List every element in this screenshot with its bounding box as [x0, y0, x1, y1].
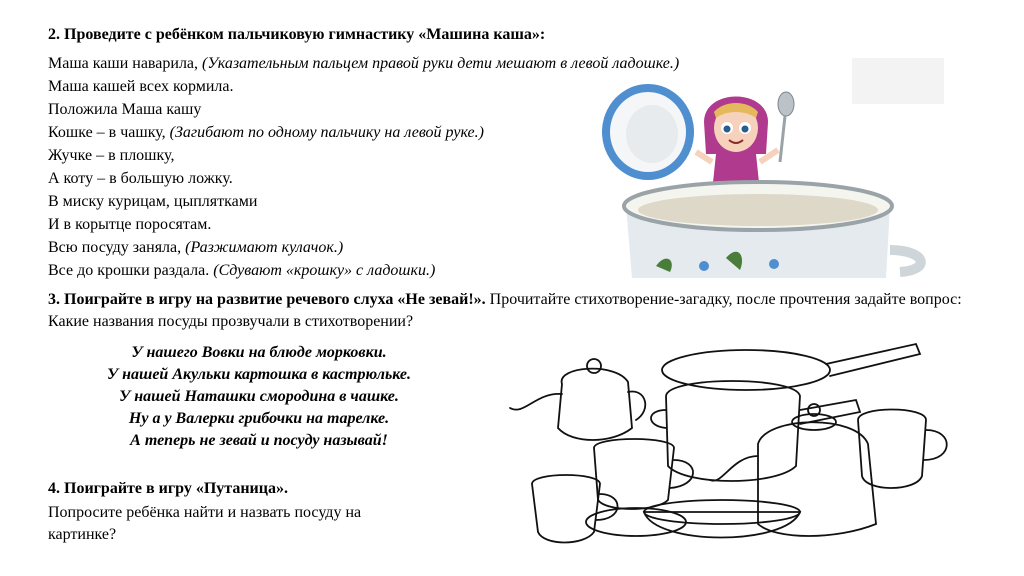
saucepan-icon	[651, 381, 860, 481]
riddle-line-5: А теперь не зевай и посуду называй!	[130, 432, 388, 449]
pot-icon	[624, 182, 921, 278]
section-4-text: Попросите ребёнка найти и назвать посуду на картинке?	[48, 504, 362, 543]
poem-line-7: В миску курицам, цыплятками	[48, 193, 258, 210]
riddle-line-2: У нашей Акульки картошка в кастрюльке.	[106, 366, 412, 383]
mug-icon	[594, 439, 693, 509]
section-3	[48, 289, 988, 333]
plate-outline-icon	[586, 508, 686, 536]
poem-line-9: Всю посуду заняла, (Разжимают кулачок.)	[48, 239, 344, 256]
poem-line-5: Жучке – в плошку,	[48, 147, 175, 164]
poem-line-1: Маша каши наварила, (Указательным пальцем правой руки дети мешают в левой ладошке.)	[48, 55, 680, 72]
bowl-icon	[644, 500, 800, 538]
poem-line-2: Маша кашей всех кормила.	[48, 78, 234, 95]
masha-character-icon	[696, 92, 794, 192]
masha-pot-illustration	[596, 82, 936, 278]
section-2-heading: 2. Проведите с ребёнком пальчиковую гимнастику «Машина каша»:	[48, 26, 546, 43]
tangled-dishes-illustration	[496, 336, 970, 550]
plate-icon	[602, 84, 694, 180]
poem-line-4: Кошке – в чашку, (Загибают по одному пальчику на левой руке.)	[48, 124, 484, 141]
section-3-text: Прочитайте стихотворение-загадку, после прочтения задайте вопрос: Какие названия посуды прозвучали в стихотворении?	[48, 291, 962, 330]
riddle-poem	[64, 342, 454, 452]
poem-line-6: А коту – в большую ложку.	[48, 170, 233, 187]
riddle-line-4: Ну а у Валерки грибочки на тарелке.	[128, 410, 390, 427]
poem-line-8: И в корытце поросятам.	[48, 216, 212, 233]
poem-line-3: Положила Маша кашу	[48, 101, 202, 118]
teapot-left-icon	[510, 359, 645, 440]
riddle-line-3: У нашей Наташки смородина в чашке.	[119, 388, 399, 405]
section-3-heading: 3. Поиграйте в игру на развитие речевого слуха «Не зевай!».	[48, 291, 486, 308]
poem-line-10: Все до крошки раздала. (Сдувают «крошку» с ладошки.)	[48, 262, 436, 279]
riddle-line-1: У нашего Вовки на блюде морковки.	[131, 344, 387, 361]
finger-gymnastics-poem	[48, 52, 679, 282]
section-4-heading: 4. Поиграйте в игру «Путаница».	[48, 480, 288, 497]
